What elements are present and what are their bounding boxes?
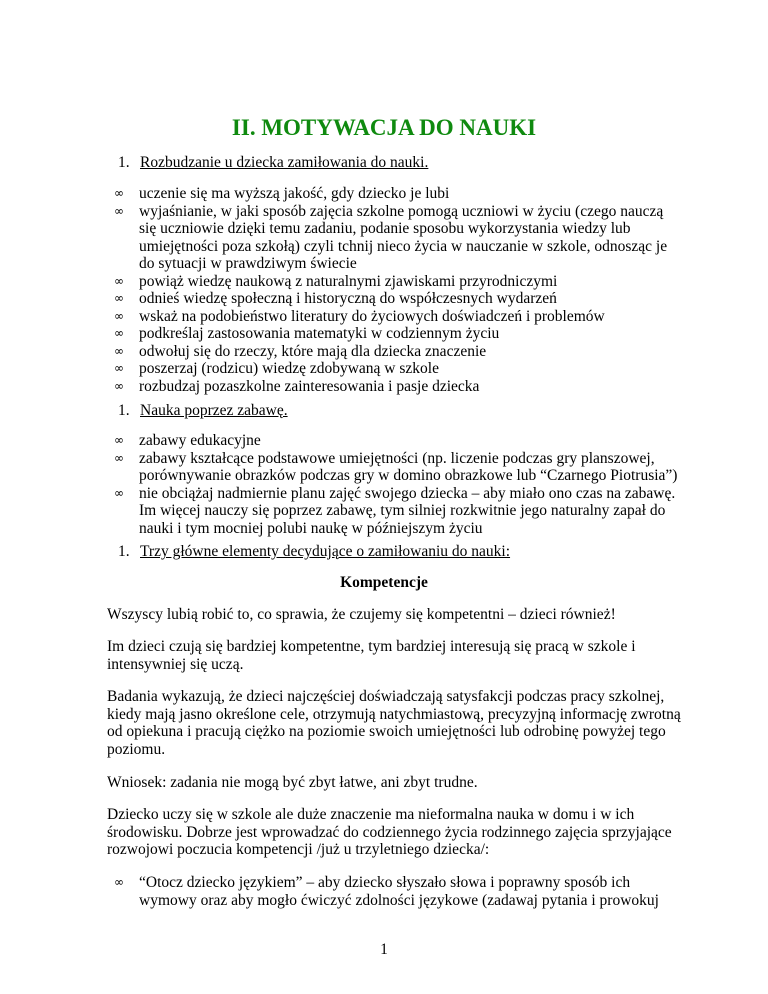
- list-item: ∞ podkreślaj zastosowania matematyki w codziennym życiu: [114, 325, 500, 342]
- page-title: II. MOTYWACJA DO NAUKI: [231, 115, 537, 140]
- list-item: ∞ “Otocz dziecko językiem” – aby dziecko słyszało słowa i poprawny sposób ich wymowy oraz aby mogło ćwiczyć zdolności językowe (zadawaj pytania i prowokuj: [114, 874, 659, 909]
- section-heading-text: Trzy główne elementy decydujące o zamiłowaniu do nauki:: [140, 543, 511, 560]
- subheading-kompetencje: Kompetencje: [340, 574, 428, 591]
- list-item: ∞ nie obciążaj nadmiernie planu zajęć swojego dziecka – aby miało ono czas na zabawę. Im więcej nauczy się poprzez zabawę, tym silniej rozkwitnie jego naturalny zapał do nauki i tym mocniej polubi naukę w późniejszym życiu: [114, 484, 676, 537]
- section-heading-text: Rozbudzanie u dziecka zamiłowania do nauki.: [140, 154, 429, 171]
- page-number: 1: [380, 941, 388, 958]
- list-item: ∞ odnieś wiedzę społeczną i historyczną do współczesnych wydarzeń: [114, 290, 557, 307]
- list-item: ∞ odwołuj się do rzeczy, które mają dla dziecka znaczenie: [114, 342, 487, 360]
- bullet-icon: ∞: [114, 450, 124, 465]
- section-heading-text: Nauka poprzez zabawę.: [140, 402, 288, 419]
- bullet-icon: ∞: [114, 343, 124, 358]
- section-number: 1.: [118, 402, 130, 419]
- paragraph: Wszyscy lubią robić to, co sprawia, że czujemy się kompetentni – dzieci również!: [107, 606, 616, 623]
- list-item: ∞ uczenie się ma wyższą jakość, gdy dziecko je lubi: [114, 185, 450, 202]
- section-3-list: [114, 874, 684, 909]
- bullet-icon: ∞: [114, 291, 124, 305]
- list-item: ∞ poszerzaj (rodzicu) wiedzę zdobywaną w szkole: [114, 360, 439, 377]
- bullet-icon: ∞: [114, 361, 124, 375]
- bullet-icon: ∞: [114, 378, 124, 393]
- list-item: ∞ rozbudzaj pozaszkolne zainteresowania i pasje dziecka: [114, 377, 480, 395]
- bullet-icon: ∞: [114, 273, 124, 288]
- bullet-icon: ∞: [114, 203, 124, 218]
- bullet-icon: ∞: [114, 433, 124, 447]
- bullet-icon: ∞: [114, 308, 124, 323]
- bullet-icon: ∞: [114, 186, 124, 200]
- section-2-heading: [118, 402, 288, 420]
- section-number: 1.: [118, 154, 130, 171]
- list-item: ∞ wyjaśnianie, w jaki sposób zajęcia szkolne pomogą uczniowi w życiu (czego nauczą się uczniowie dzięki temu zadaniu, podanie sposobu wykorzystania wiedzy lub umiejętności poza szkołą) czyli tchnij nieco życia w nauczanie w szkole, odnosząc je do sytuacji w prawdziwym świecie: [114, 202, 668, 272]
- section-3-heading: [118, 543, 510, 561]
- section-1-list: [114, 185, 684, 395]
- list-item: ∞ zabawy edukacyjne: [114, 432, 261, 449]
- paragraph: Im dzieci czują się bardziej kompetentne, tym bardziej interesują się pracą w szkole i intensywniej się uczą.: [107, 638, 636, 673]
- paragraph: Wniosek: zadania nie mogą być zbyt łatwe, ani zbyt trudne.: [107, 774, 478, 791]
- list-item: ∞ powiąż wiedzę naukową z naturalnymi zjawiskami przyrodniczymi: [114, 272, 558, 290]
- paragraph: Badania wykazują, że dzieci najczęściej doświadczają satysfakcji podczas pracy szkolnej, kiedy mają jasno określone cele, otrzymują natychmiastową, precyzyjną informację zwrotną od opiekuna i pracują ciężko na poziomie swoich umiejętności lub odrobinę powyżej tego poziomu.: [107, 688, 681, 758]
- bullet-icon: ∞: [114, 485, 124, 500]
- bullet-icon: ∞: [114, 326, 124, 340]
- section-number: 1.: [118, 543, 130, 560]
- list-item: ∞ wskaż na podobieństwo literatury do życiowych doświadczeń i problemów: [114, 307, 605, 325]
- list-item: ∞ zabawy kształcące podstawowe umiejętności (np. liczenie podczas gry planszowej, porównywanie obrazków podczas gry w domino obrazkowe lub “Czarnego Piotrusia”): [114, 449, 678, 484]
- bullet-icon: ∞: [114, 875, 124, 889]
- section-2-list: [114, 432, 684, 537]
- section-1-heading: [118, 154, 428, 172]
- paragraph: Dziecko uczy się w szkole ale duże znaczenie ma nieformalna nauka w domu i w ich środowisku. Dobrze jest wprowadzać do codziennego życia rodzinnego zajęcia sprzyjające rozwojowi poczucia kompetencji /już u trzyletniego dziecka/:: [107, 806, 672, 858]
